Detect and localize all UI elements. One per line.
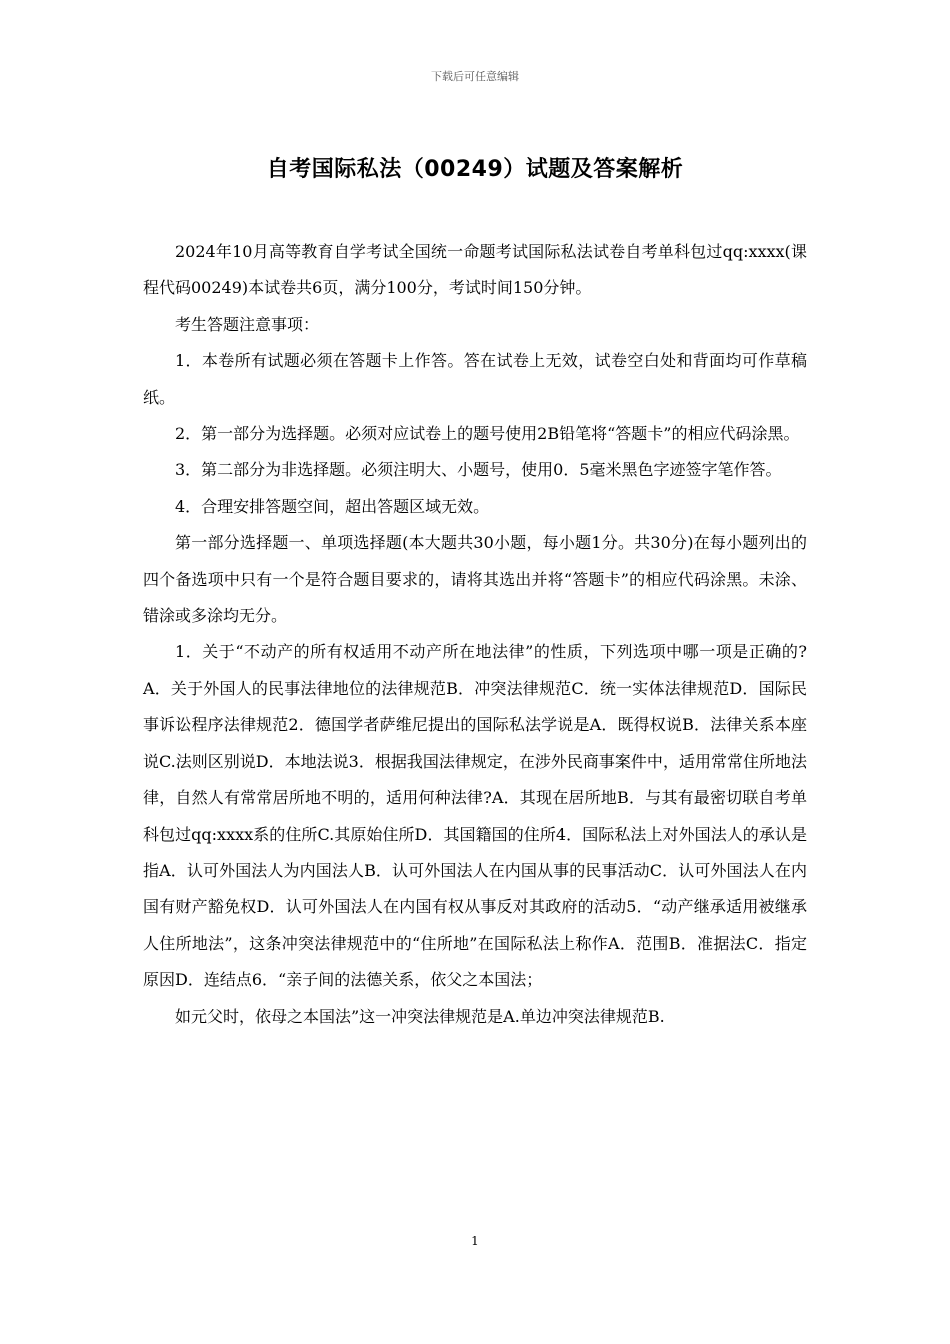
- paragraph-notice-3: 3．第二部分为非选择题。必须注明大、小题号，使用0．5毫米黑色字迹签字笔作答。: [175, 460, 782, 480]
- paragraph-notice-2: 2．第一部分为选择题。必须对应试卷上的题号使用2B铅笔将“答题卡”的相应代码涂黑。: [175, 424, 800, 444]
- document-body: [143, 234, 807, 1035]
- header-note: 下载后可任意编辑: [431, 70, 519, 83]
- paragraph-questions: 1．关于“不动产的所有权适用不动产所在地法律”的性质，下列选项中哪一项是正确的?A．关于外国人的民事法律地位的法律规范B．冲突法律规范C．统一实体法律规范D．国际民事诉讼程序法律规范2．德国学者萨维尼提出的国际私法学说是A．既得权说B．法律关系本座说C.法则区别说D．本地法说3．根据我国法律规定，在涉外民商事案件中，适用常常住所地法律，自然人有常常居所地不明的，适用何种法律?A．其现在居所地B．与其有最密切联自考单科包过qq:xxxx系的住所C.其原始住所D．其国籍国的住所4．国际私法上对外国法人的承认是指A．认可外国法人为内国法人B．认可外国法人在内国从事的民事活动C．认可外国法人在内国有财产豁免权D．认可外国法人在内国有权从事反对其政府的活动5．“动产继承适用被继承人住所地法”，这条冲突法律规范中的“住所地”在国际私法上称作A．范围B．准据法C．指定原因D．连结点6．“亲子间的法德关系，依父之本国法；: [143, 642, 807, 990]
- paragraph-notice-4: 4．合理安排答题空间，超出答题区域无效。: [175, 496, 490, 516]
- page-number: 1: [471, 1234, 479, 1248]
- paragraph-notice-1: 1．本卷所有试题必须在答题卡上作答。答在试卷上无效，试卷空白处和背面均可作草稿纸。: [143, 351, 807, 407]
- paragraph-notice-heading: 考生答题注意事项：: [175, 314, 320, 334]
- document-title: 自考国际私法（00249）试题及答案解析: [266, 157, 684, 182]
- paragraph-section-intro: 第一部分选择题一、单项选择题(本大题共30小题，每小题1分。共30分)在每小题列出的四个备选项中只有一个是符合题目要求的，请将其选出并将“答题卡”的相应代码涂黑。未涂、错涂或多涂均无分。: [143, 533, 807, 626]
- paragraph-questions-cont: 如元父时，依母之本国法”这一冲突法律规范是A.单边冲突法律规范B.: [175, 1006, 665, 1026]
- paragraph-intro: 2024年10月高等教育自学考试全国统一命题考试国际私法试卷自考单科包过qq:xxxx(课程代码00249)本试卷共6页，满分100分，考试时间150分钟。: [143, 242, 807, 298]
